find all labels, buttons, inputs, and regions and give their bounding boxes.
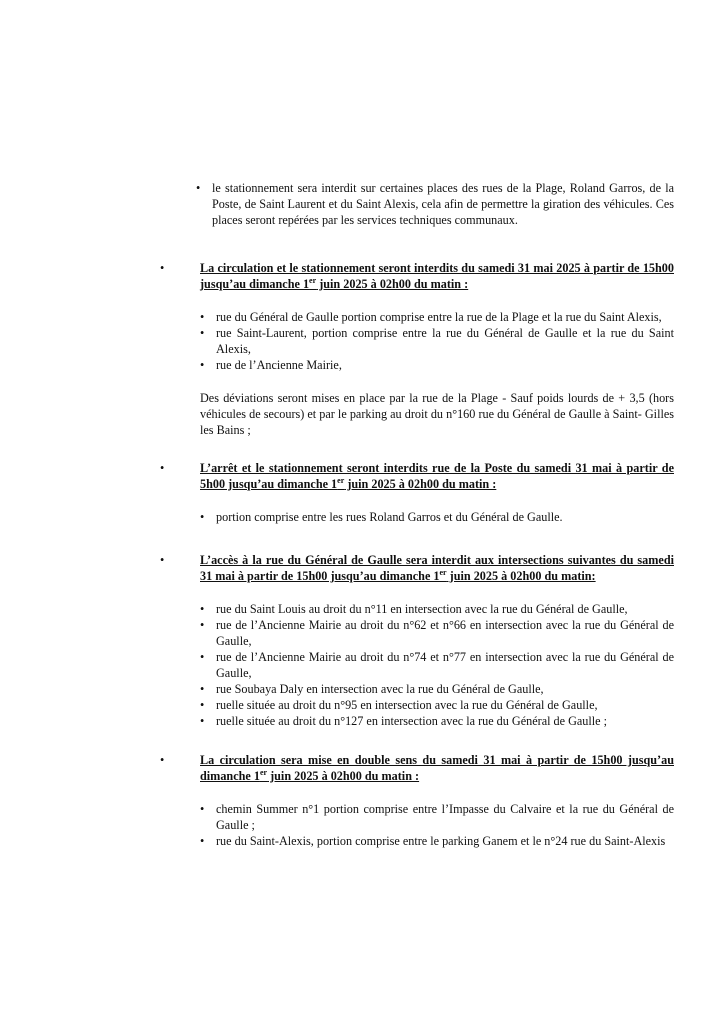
bullet-icon: • (160, 553, 165, 567)
section-double-sens (160, 752, 674, 849)
bullet-icon: • (200, 358, 205, 372)
list-item: • rue du Général de Gaulle portion comprise entre la rue de la Plage et la rue du Saint Alexis, (200, 310, 662, 324)
bullet-icon: • (200, 698, 205, 712)
bullet-icon: • (200, 510, 205, 524)
intro-list (196, 180, 674, 228)
list-item: • rue du Saint-Alexis, portion comprise entre le parking Ganem et le n°24 rue du Saint-Alexis (200, 834, 666, 848)
bullet-icon: • (200, 326, 205, 340)
section-heading: • La circulation sera mise en double sens du samedi 31 mai à partir de 15h00 jusqu’au dimanche 1er juin 2025 à 02h00 du matin : (160, 753, 674, 783)
bullet-icon: • (200, 650, 205, 664)
bullet-icon: • (200, 802, 205, 816)
section-heading: • La circulation et le stationnement seront interdits du samedi 31 mai 2025 à partir de 15h00 jusqu’au dimanche 1er juin 2025 à 02h00 du matin : (160, 261, 674, 291)
street-list (200, 801, 674, 849)
list-item: • rue Soubaya Daly en intersection avec la rue du Général de Gaulle, (200, 682, 544, 696)
list-item: • rue de l’Ancienne Mairie au droit du n°74 et n°77 en intersection avec la rue du Général de Gaulle, (200, 650, 674, 680)
street-list (200, 509, 674, 525)
bullet-icon: • (160, 753, 165, 767)
bullet-icon: • (200, 310, 205, 324)
street-list (200, 309, 674, 373)
bullet-icon: • (200, 714, 205, 728)
section-heading: • L’accès à la rue du Général de Gaulle sera interdit aux intersections suivantes du samedi 31 mai à partir de 15h00 jusqu’au dimanche 1er juin 2025 à 02h00 du matin: (160, 553, 674, 583)
list-item: • rue du Saint Louis au droit du n°11 en intersection avec la rue du Général de Gaulle, (200, 602, 628, 616)
list-item: • ruelle située au droit du n°95 en intersection avec la rue du Général de Gaulle, (200, 698, 598, 712)
section-circulation-stationnement (160, 260, 674, 438)
bullet-icon: • (160, 461, 165, 475)
bullet-icon: • (200, 834, 205, 848)
section-arret-stationnement (160, 460, 674, 525)
list-item: • rue de l’Ancienne Mairie, (200, 358, 342, 372)
bullet-icon: • (200, 618, 205, 632)
list-item: • rue Saint-Laurent, portion comprise entre la rue du Général de Gaulle et la rue du Saint Alexis, (200, 326, 674, 356)
section-heading: • L’arrêt et le stationnement seront interdits rue de la Poste du samedi 31 mai à partir de 5h00 jusqu’au dimanche 1er juin 2025 à 02h00 du matin : (160, 461, 674, 491)
list-item: • le stationnement sera interdit sur certaines places des rues de la Plage, Roland Garros, de la Poste, de Saint Laurent et du Saint Alexis, cela afin de permettre la giration des véhicules. Ces places seront repérées par les services techniques communaux. (196, 181, 674, 227)
bullet-icon: • (160, 261, 165, 275)
list-item: • rue de l’Ancienne Mairie au droit du n°62 et n°66 en intersection avec la rue du Général de Gaulle, (200, 618, 674, 648)
list-item: • portion comprise entre les rues Roland Garros et du Général de Gaulle. (200, 510, 563, 524)
bullet-icon: • (200, 682, 205, 696)
list-item: • ruelle située au droit du n°127 en intersection avec la rue du Général de Gaulle ; (200, 714, 607, 728)
deviation-paragraph: Des déviations seront mises en place par la rue de la Plage - Sauf poids lourds de + 3,5 (hors véhicules de secours) et par le parking au droit du n°160 rue du Général de Gaulle à Saint- Gilles les Bains ; (200, 391, 674, 437)
bullet-icon: • (196, 181, 201, 195)
section-acces-interdit (160, 552, 674, 729)
list-item: • chemin Summer n°1 portion comprise entre l’Impasse du Calvaire et la rue du Général de Gaulle ; (200, 802, 674, 832)
intersection-list (200, 601, 674, 729)
bullet-icon: • (200, 602, 205, 616)
